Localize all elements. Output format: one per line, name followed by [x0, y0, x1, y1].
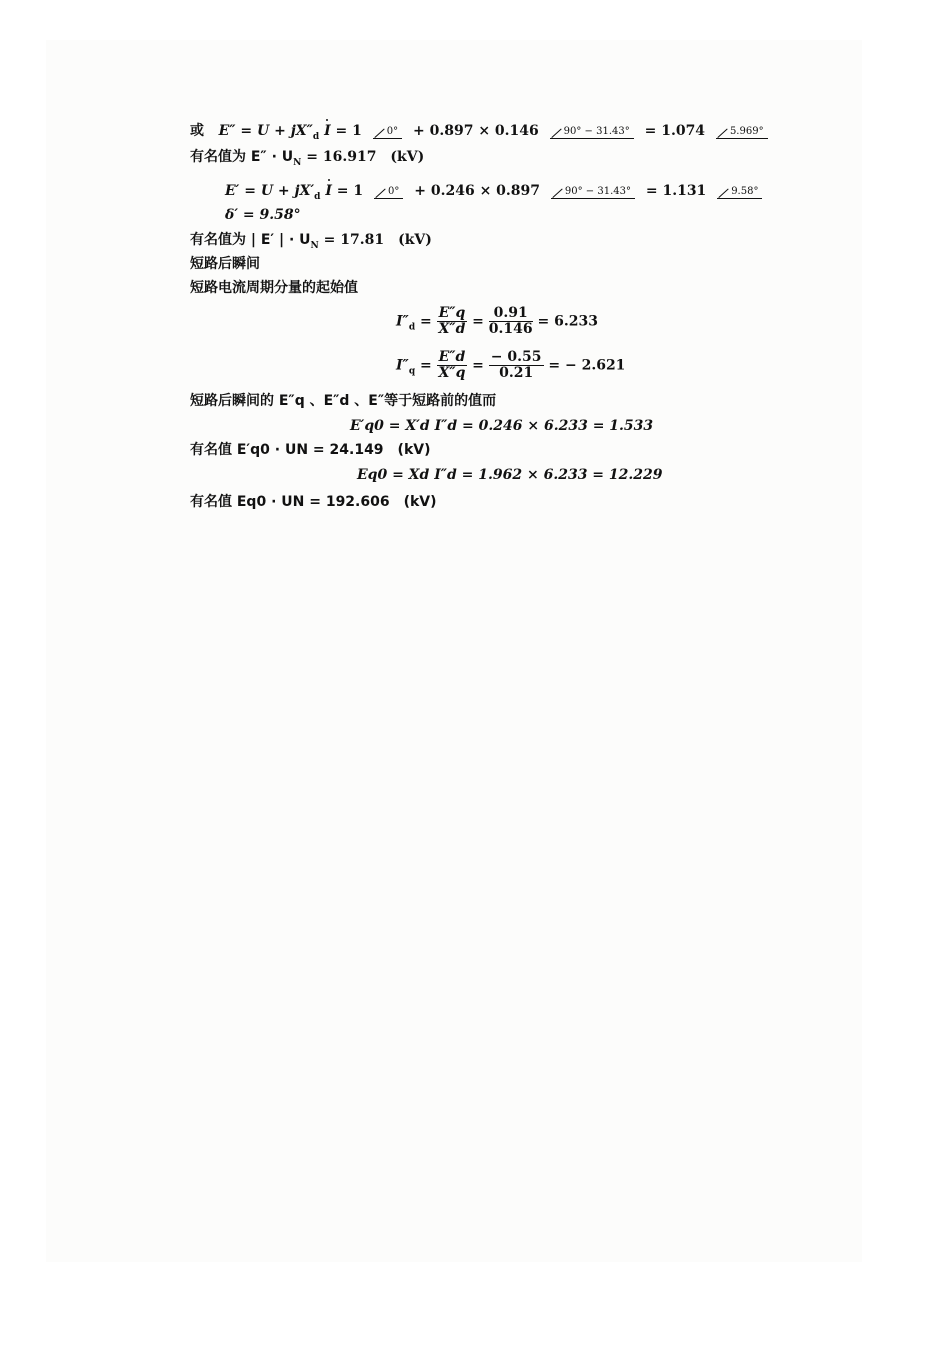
fraction: $\frac{- 0.55}{0.21}$ — [490, 349, 542, 381]
fraction: $\frac{E''q}{X''d}$ — [438, 305, 466, 337]
scanned-page-background — [46, 40, 862, 1262]
eq-line-e-prime: $E' = U + jX'_d$ I = 1 0° + 0.246 × 0.897 90° − 31.43° = 1.131 9.58° — [225, 182, 768, 200]
eq-iq-double-prime: $I''_q$ = $\frac{E''d}{X''q}$ = $\frac{- 0.55}{0.21}$ = − 2.621 — [396, 349, 626, 381]
fraction: $\frac{0.91}{0.146}$ — [488, 305, 533, 337]
angle-symbol: 0° — [374, 186, 403, 199]
eq-eq0: Eq0 = Xd I″d = 1.962 × 6.233 = 12.229 — [357, 467, 663, 483]
text-line-named-value-e-prime: 有名值为 | E′ | · $U_N = 17.81$ (kV) — [190, 232, 432, 251]
angle-symbol: 90° − 31.43° — [551, 186, 635, 199]
fraction: $\frac{E''d}{X''q}$ — [438, 349, 466, 381]
text-line-named-value-eq0-prime: 有名值 E′q0 · UN = 24.149 (kV) — [190, 442, 431, 458]
angle-symbol: 9.58° — [717, 186, 762, 199]
angle-symbol: 5.969° — [716, 126, 768, 139]
angle-symbol: 0° — [373, 126, 402, 139]
text-line-values-equal-before: 短路后瞬间的 E″q 、E″d 、E″等于短路前的值而 — [190, 393, 497, 409]
eq-eq0-prime: E′q0 = X′d I″d = 0.246 × 6.233 = 1.533 — [350, 418, 654, 434]
eq-line-delta-prime: δ′ = 9.58° — [225, 207, 301, 223]
eq-line-e-double-prime: 或 $E'' = U + jX''_d$ I = 1 0° + 0.897 × 0.146 90° − 31.43° = 1.074 5.969° — [190, 122, 774, 140]
text-line-named-value-eq0: 有名值 Eq0 · UN = 192.606 (kV) — [190, 494, 437, 510]
angle-symbol: 90° − 31.43° — [550, 126, 634, 139]
eq-id-double-prime: $I''_d$ = $\frac{E''q}{X''d}$ = $\frac{0.91}{0.146}$ = 6.233 — [396, 305, 598, 337]
text-line-initial-current: 短路电流周期分量的起始值 — [190, 280, 358, 296]
section-heading-after-short-circuit: 短路后瞬间 — [190, 256, 260, 272]
text-line-named-value-e-double-prime: 有名值为 $E'' \cdot U_N = 16.917$ (kV) — [190, 149, 425, 168]
